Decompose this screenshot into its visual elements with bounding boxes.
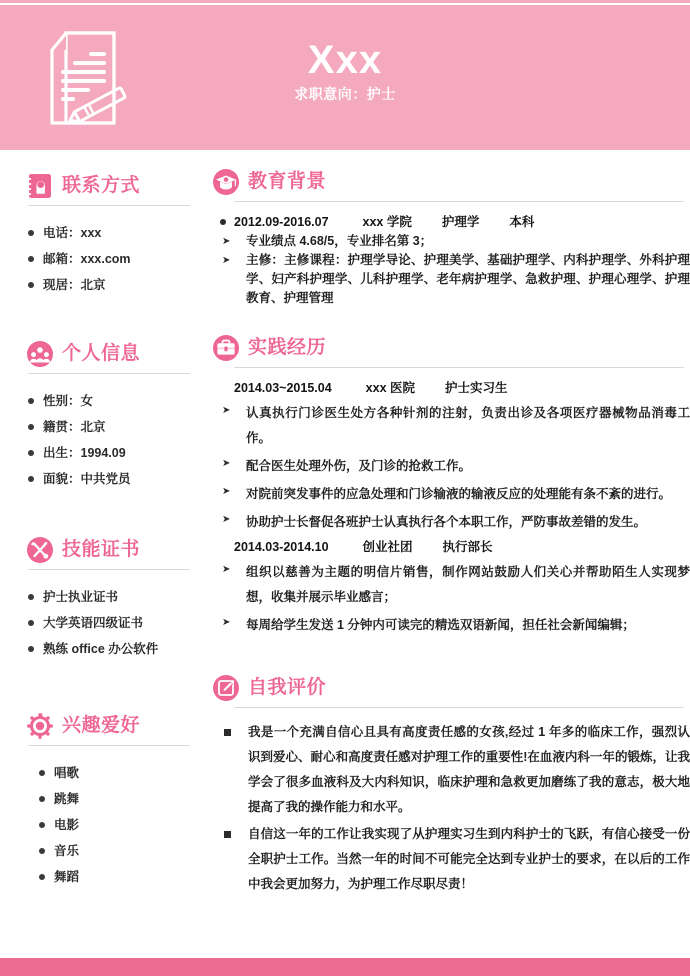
footer-bar bbox=[0, 958, 690, 976]
sidebar-section-contact bbox=[0, 172, 210, 298]
skills-list bbox=[0, 584, 210, 662]
graduation-cap-icon bbox=[212, 168, 240, 196]
experience-entry bbox=[212, 378, 690, 535]
section-title: 实践经历 bbox=[248, 337, 327, 358]
section-header bbox=[0, 712, 210, 740]
section-header bbox=[212, 168, 690, 196]
list-item: ➤ 对院前突发事件的应急处理和门诊输液的输液反应的处理能有条不紊的进行。 bbox=[212, 482, 690, 507]
education-major: 护理学 bbox=[441, 215, 480, 229]
experience-role: 执行部长 bbox=[442, 540, 493, 554]
list-item: 性别：女 bbox=[0, 388, 210, 414]
experience-entry bbox=[212, 537, 690, 638]
experience-bullets bbox=[212, 401, 690, 535]
tools-cross-icon bbox=[26, 536, 54, 564]
list-item: ➤ 配合医生处理外伤，及门诊的抢救工作。 bbox=[212, 454, 690, 479]
section-rule bbox=[28, 745, 190, 746]
sidebar-section-hobbies bbox=[0, 712, 210, 890]
education-school: xxx 学院 bbox=[362, 215, 412, 229]
education-details bbox=[212, 232, 690, 308]
list-item: 护士执业证书 bbox=[0, 584, 210, 610]
pencil-edit-icon bbox=[212, 674, 240, 702]
list-item: ➤ 协助护士长督促各班护士认真执行各个本职工作，严防事故差错的发生。 bbox=[212, 510, 690, 535]
hobbies-list bbox=[0, 760, 210, 890]
sidebar-section-skills bbox=[0, 536, 210, 662]
education-dates: 2012.09-2016.07 bbox=[234, 215, 329, 229]
section-header bbox=[0, 172, 210, 200]
list-item: ➤ 每周给学生发送 1 分钟内可读完的精选双语新闻，担任社会新闻编辑； bbox=[212, 613, 690, 638]
section-rule bbox=[28, 373, 190, 374]
section-header bbox=[0, 340, 210, 368]
person-group-icon bbox=[26, 340, 54, 368]
gear-icon bbox=[26, 712, 54, 740]
list-item: 现居：北京 bbox=[0, 272, 210, 298]
briefcase-icon bbox=[212, 334, 240, 362]
section-title: 教育背景 bbox=[248, 171, 327, 192]
personal-info-list bbox=[0, 388, 210, 492]
experience-role: 护士实习生 bbox=[445, 381, 508, 395]
list-item: 跳舞 bbox=[0, 786, 210, 812]
section-rule bbox=[28, 569, 190, 570]
experience-org: 创业社团 bbox=[362, 540, 413, 554]
experience-dates: 2014.03-2014.10 bbox=[234, 540, 329, 554]
self-evaluation-list bbox=[212, 720, 690, 897]
experience-org: xxx 医院 bbox=[365, 381, 416, 395]
list-item: 我是一个充满自信心且具有高度责任感的女孩,经过 1 年多的临床工作，强烈认识到爱心、耐心和高度责任感对护理工作的重要性!在血液内科一年的锻炼，让我学会了很多血液科及大内科知识，临床护理和急救更加磨练了我的意志，极大地提高了我的操作能力和水平。 bbox=[212, 720, 690, 820]
section-self-evaluation bbox=[212, 674, 690, 897]
experience-dates: 2014.03~2015.04 bbox=[234, 381, 332, 395]
main-content bbox=[212, 150, 690, 897]
education-entry bbox=[212, 212, 690, 308]
section-title: 自我评价 bbox=[248, 677, 327, 698]
section-title: 联系方式 bbox=[62, 175, 141, 196]
list-item: 唱歌 bbox=[0, 760, 210, 786]
resume-header bbox=[0, 0, 690, 150]
section-education bbox=[212, 168, 690, 308]
section-rule bbox=[28, 205, 190, 206]
section-experience bbox=[212, 334, 690, 638]
experience-entry-header bbox=[212, 378, 690, 398]
list-item: 熟练 office 办公软件 bbox=[0, 636, 210, 662]
experience-bullets bbox=[212, 560, 690, 638]
sidebar bbox=[0, 150, 210, 890]
section-title: 技能证书 bbox=[62, 539, 141, 560]
list-item: 舞蹈 bbox=[0, 864, 210, 890]
list-item: 电影 bbox=[0, 812, 210, 838]
section-header bbox=[212, 334, 690, 362]
section-title: 兴趣爱好 bbox=[62, 715, 141, 736]
education-entry-header bbox=[212, 212, 690, 232]
contact-list bbox=[0, 220, 210, 298]
section-header bbox=[212, 674, 690, 702]
list-item: 自信这一年的工作让我实现了从护理实习生到内科护士的飞跃，有信心接受一份全职护士工作。当然一年的时间不可能完全达到专业护士的要求，在以后的工作中我会更加努力，为护理工作尽职尽责！ bbox=[212, 822, 690, 897]
list-item: 面貌：中共党员 bbox=[0, 466, 210, 492]
sidebar-section-personal-info bbox=[0, 340, 210, 492]
list-item: ➤ 组织以慈善为主题的明信片销售，制作网站鼓励人们关心并帮助陌生人实现梦想，收集并展示毕业感言； bbox=[212, 560, 690, 610]
list-item: ➤ 认真执行门诊医生处方各种针剂的注射，负责出诊及各项医疗器械物品消毒工作。 bbox=[212, 401, 690, 451]
section-title: 个人信息 bbox=[62, 343, 141, 364]
address-book-icon bbox=[26, 172, 54, 200]
list-item: 音乐 bbox=[0, 838, 210, 864]
list-item: 电话：xxx bbox=[0, 220, 210, 246]
education-degree: 本科 bbox=[509, 215, 535, 229]
list-item: 大学英语四级证书 bbox=[0, 610, 210, 636]
job-objective: 求职意向：护士 bbox=[294, 86, 396, 102]
section-rule bbox=[234, 201, 684, 202]
candidate-name: Xxx bbox=[307, 38, 383, 82]
section-rule bbox=[234, 707, 684, 708]
experience-entry-header bbox=[212, 537, 690, 557]
list-item: ➤ 主修：主修课程：护理学导论、护理美学、基础护理学、内科护理学、外科护理学、妇产科护理学、儿科护理学、老年病护理学、急救护理、护理心理学、护理教育、护理管理 bbox=[212, 251, 690, 308]
list-item: 出生：1994.09 bbox=[0, 440, 210, 466]
header-top-rule bbox=[0, 3, 690, 5]
list-item: 籍贯：北京 bbox=[0, 414, 210, 440]
list-item: ➤ 专业绩点 4.68/5，专业排名第 3； bbox=[212, 232, 690, 251]
section-header bbox=[0, 536, 210, 564]
list-item: 邮箱：xxx.com bbox=[0, 246, 210, 272]
section-rule bbox=[234, 367, 684, 368]
